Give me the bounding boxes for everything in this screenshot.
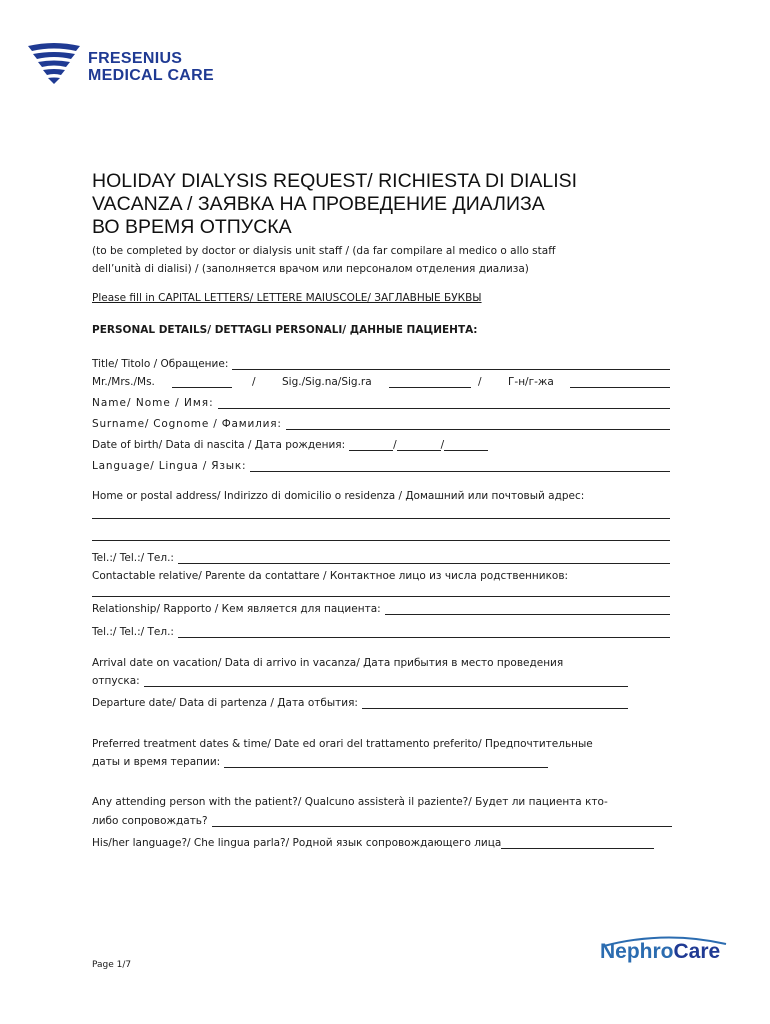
subtitle-line-2: dell’unità di dialisi) / (заполняется врачом или персоналом отделения диализа) xyxy=(92,263,529,275)
section-heading: PERSONAL DETAILS/ DETTAGLI PERSONALI/ ДАННЫЕ ПАЦИЕНТА: xyxy=(92,324,478,336)
language2-field xyxy=(92,833,654,849)
tel-field xyxy=(92,548,670,564)
preferred-field xyxy=(92,752,548,768)
language-field xyxy=(92,456,670,472)
nephrocare-part-2: Care xyxy=(673,940,721,963)
mr-label: Mr./Mrs./Ms. xyxy=(92,376,155,388)
attending-input-line[interactable] xyxy=(212,815,672,827)
page-title xyxy=(92,170,692,239)
nephrocare-part-1: Nephro xyxy=(600,940,674,963)
subtitle xyxy=(92,242,692,278)
departure-field xyxy=(92,693,628,709)
gn-label: Г-н/г-жа xyxy=(508,376,554,388)
address-line-1[interactable] xyxy=(92,518,670,519)
tel2-field xyxy=(92,622,670,638)
slash-2: / xyxy=(478,376,482,388)
sig-label: Sig./Sig.na/Sig.ra xyxy=(282,376,372,388)
page-number: Page 1/7 xyxy=(92,960,132,970)
dob-label: Date of birth/ Data di nascita / Дата рождения: xyxy=(92,439,346,451)
surname-input-line[interactable] xyxy=(286,418,670,430)
dob-slash-1: / xyxy=(393,439,397,451)
gn-input-line[interactable] xyxy=(570,376,670,388)
fresenius-logo xyxy=(26,42,214,84)
logo-line-1: FRESENIUS xyxy=(88,50,183,67)
language2-input-line[interactable] xyxy=(501,837,654,849)
preferred-label-line-2: даты и время терапии: xyxy=(92,756,221,768)
departure-label: Departure date/ Data di partenza / Дата отбытия: xyxy=(92,697,358,709)
title-field xyxy=(92,354,670,370)
subtitle-line-1: (to be completed by doctor or dialysis unit staff / (da far compilare al medico o allo staff xyxy=(92,245,556,257)
relative-line[interactable] xyxy=(92,596,670,597)
name-label: Name/ Nome / Имя: xyxy=(92,397,214,409)
instruction-text: Please fill in CAPITAL LETTERS/ LETTERE MAIUSCOLE/ ЗАГЛАВНЫЕ БУКВЫ xyxy=(92,292,482,304)
title-label: Title/ Titolo / Обращение: xyxy=(92,358,229,370)
address-label: Home or postal address/ Indirizzo di domicilio o residenza / Домашний или почтовый адрес: xyxy=(92,490,585,502)
nephrocare-logo xyxy=(600,940,720,964)
language-input-line[interactable] xyxy=(250,460,670,472)
tel2-input-line[interactable] xyxy=(178,626,670,638)
address-line-2[interactable] xyxy=(92,540,670,541)
language-label: Language/ Lingua / Язык: xyxy=(92,460,247,472)
attending-field xyxy=(92,811,672,827)
relationship-input-line[interactable] xyxy=(385,603,670,615)
arrival-input-line[interactable] xyxy=(144,675,628,687)
dob-day-line[interactable] xyxy=(349,439,393,451)
name-field xyxy=(92,393,670,409)
tel-input-line[interactable] xyxy=(178,552,670,564)
logo-line-2: MEDICAL CARE xyxy=(88,67,214,84)
arrival-label-line-2: отпуска: xyxy=(92,675,140,687)
relationship-field xyxy=(92,599,670,615)
fresenius-logo-icon xyxy=(26,42,82,84)
language2-label: His/her language?/ Che lingua parla?/ Родной язык сопровождающего лица xyxy=(92,837,502,849)
relative-label: Contactable relative/ Parente da contattare / Контактное лицо из числа родственников: xyxy=(92,570,569,582)
title-line-3: ВО ВРЕМЯ ОТПУСКА xyxy=(92,216,292,238)
salutation-row xyxy=(92,372,670,388)
dob-field xyxy=(92,435,670,451)
attending-label-line-2: либо сопровождать? xyxy=(92,815,208,827)
title-line-1: HOLIDAY DIALYSIS REQUEST/ RICHIESTA DI DIALISI xyxy=(92,170,578,192)
arrival-label-line-1: Arrival date on vacation/ Data di arrivo in vacanza/ Дата прибытия в место проведения xyxy=(92,657,564,669)
preferred-label-line-1: Preferred treatment dates & time/ Date ed orari del trattamento preferito/ Предпочтительные xyxy=(92,738,593,750)
tel-label: Tel.:/ Tel.:/ Тел.: xyxy=(92,552,174,564)
departure-input-line[interactable] xyxy=(362,697,628,709)
title-input-line[interactable] xyxy=(232,358,670,370)
tel2-label: Tel.:/ Tel.:/ Тел.: xyxy=(92,626,174,638)
preferred-input-line[interactable] xyxy=(224,756,548,768)
arrival-field xyxy=(92,671,628,687)
surname-label: Surname/ Cognome / Фамилия: xyxy=(92,418,282,430)
slash-1: / xyxy=(252,376,256,388)
title-line-2: VACANZA / ЗАЯВКА НА ПРОВЕДЕНИЕ ДИАЛИЗА xyxy=(92,193,545,215)
attending-label-line-1: Any attending person with the patient?/ Qualcuno assisterà il paziente?/ Будет ли пациента кто- xyxy=(92,796,608,808)
surname-field xyxy=(92,414,670,430)
sig-input-line[interactable] xyxy=(389,376,471,388)
relationship-label: Relationship/ Rapporto / Кем является для пациента: xyxy=(92,603,381,615)
mr-input-line[interactable] xyxy=(172,376,232,388)
dob-month-line[interactable] xyxy=(397,439,441,451)
dob-year-line[interactable] xyxy=(444,439,488,451)
name-input-line[interactable] xyxy=(218,397,670,409)
dob-slash-2: / xyxy=(440,439,445,451)
